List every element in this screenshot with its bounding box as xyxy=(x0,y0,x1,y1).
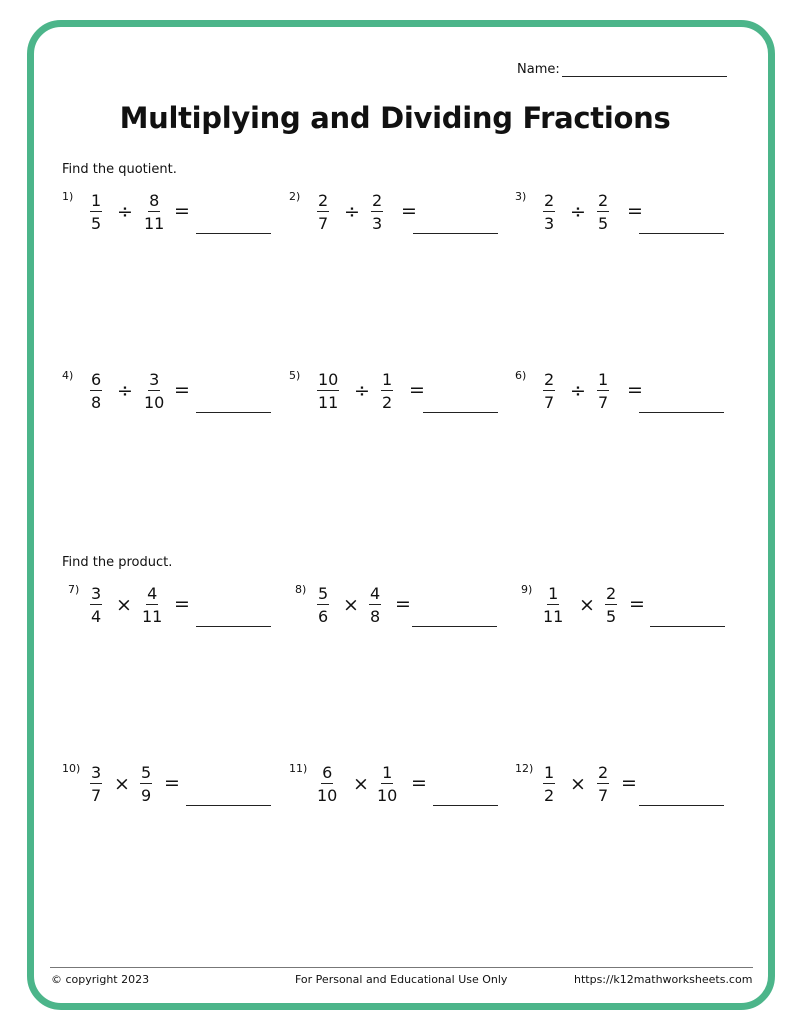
problem-number: 8) xyxy=(295,583,307,596)
problem-number: 12) xyxy=(515,762,534,775)
fraction-first-denominator: 3 xyxy=(544,214,555,233)
answer-blank[interactable] xyxy=(412,626,497,627)
fraction-first xyxy=(90,764,102,805)
footer-site: https://k12mathworksheets.com xyxy=(574,973,753,986)
problem-number: 10) xyxy=(62,762,81,775)
problem-number: 7) xyxy=(68,583,80,596)
fraction-first-denominator: 7 xyxy=(91,786,102,805)
answer-blank[interactable] xyxy=(196,626,271,627)
fraction-second-numerator: 1 xyxy=(382,763,393,782)
problem-10 xyxy=(62,762,275,812)
divide-sign: ÷ xyxy=(344,201,360,223)
fraction-second-denominator: 11 xyxy=(144,214,165,233)
problem-6 xyxy=(515,369,728,419)
fraction-first-denominator: 2 xyxy=(544,786,555,805)
fraction-second-numerator: 2 xyxy=(598,763,609,782)
problem-number: 9) xyxy=(521,583,533,596)
fraction-second xyxy=(144,371,164,412)
fraction-second-numerator: 5 xyxy=(141,763,152,782)
fraction-second xyxy=(371,192,383,233)
multiply-sign: × xyxy=(116,594,132,616)
equals-sign: = xyxy=(629,593,645,615)
fraction-first-denominator: 10 xyxy=(317,786,338,805)
fraction-first xyxy=(543,192,555,233)
problem-number: 1) xyxy=(62,190,74,203)
answer-blank[interactable] xyxy=(639,805,724,806)
fraction-first xyxy=(543,764,555,805)
divide-sign: ÷ xyxy=(117,380,133,402)
equals-sign: = xyxy=(627,200,643,222)
name-blank-line[interactable] xyxy=(562,62,727,77)
worksheet-title: Multiplying and Dividing Fractions xyxy=(119,101,671,135)
fraction-second-numerator: 4 xyxy=(147,584,158,603)
fraction-second xyxy=(597,371,609,412)
answer-blank[interactable] xyxy=(196,412,271,413)
problem-number: 6) xyxy=(515,369,527,382)
multiply-sign: × xyxy=(570,773,586,795)
problem-8 xyxy=(295,583,501,633)
problem-1 xyxy=(62,190,275,240)
fraction-first-numerator: 6 xyxy=(91,370,102,389)
answer-blank[interactable] xyxy=(423,412,498,413)
fraction-first-denominator: 4 xyxy=(91,607,102,626)
fraction-second-numerator: 4 xyxy=(370,584,381,603)
divide-sign: ÷ xyxy=(570,201,586,223)
equals-sign: = xyxy=(401,200,417,222)
fraction-first-numerator: 3 xyxy=(91,763,102,782)
fraction-first-numerator: 5 xyxy=(318,584,329,603)
fraction-second-denominator: 10 xyxy=(144,393,165,412)
equals-sign: = xyxy=(174,379,190,401)
fraction-first-numerator: 2 xyxy=(544,191,555,210)
answer-blank[interactable] xyxy=(639,412,724,413)
fraction-first xyxy=(90,585,102,626)
divide-sign: ÷ xyxy=(570,380,586,402)
multiply-sign: × xyxy=(114,773,130,795)
fraction-second-denominator: 2 xyxy=(382,393,393,412)
fraction-second xyxy=(597,192,609,233)
name-field[interactable] xyxy=(517,62,727,77)
fraction-second-numerator: 2 xyxy=(598,191,609,210)
fraction-second-numerator: 2 xyxy=(372,191,383,210)
fraction-second-numerator: 1 xyxy=(598,370,609,389)
fraction-first xyxy=(317,764,337,805)
multiply-sign: × xyxy=(343,594,359,616)
fraction-first-denominator: 7 xyxy=(318,214,329,233)
fraction-second xyxy=(597,764,609,805)
fraction-second-denominator: 5 xyxy=(606,607,617,626)
fraction-first xyxy=(543,585,563,626)
fraction-second xyxy=(369,585,381,626)
problem-4 xyxy=(62,369,275,419)
equals-sign: = xyxy=(164,772,180,794)
problem-7 xyxy=(68,583,275,633)
fraction-second-numerator: 8 xyxy=(149,191,160,210)
answer-blank[interactable] xyxy=(433,805,498,806)
fraction-second xyxy=(144,192,164,233)
equals-sign: = xyxy=(395,593,411,615)
problem-5 xyxy=(289,369,502,419)
fraction-first-numerator: 1 xyxy=(91,191,102,210)
answer-blank[interactable] xyxy=(196,233,271,234)
fraction-second xyxy=(377,764,397,805)
footer-divider xyxy=(50,967,753,968)
fraction-first xyxy=(317,371,339,412)
fraction-second-denominator: 10 xyxy=(377,786,398,805)
problem-number: 5) xyxy=(289,369,301,382)
fraction-second-denominator: 11 xyxy=(142,607,163,626)
fraction-first xyxy=(543,371,555,412)
fraction-second xyxy=(381,371,393,412)
fraction-second-denominator: 3 xyxy=(372,214,383,233)
problem-number: 11) xyxy=(289,762,308,775)
fraction-second xyxy=(605,585,617,626)
equals-sign: = xyxy=(621,772,637,794)
equals-sign: = xyxy=(174,593,190,615)
fraction-first-denominator: 11 xyxy=(318,393,339,412)
divide-sign: ÷ xyxy=(354,380,370,402)
equals-sign: = xyxy=(409,379,425,401)
footer-copyright: © copyright 2023 xyxy=(51,973,150,986)
fraction-first-numerator: 10 xyxy=(318,370,339,389)
equals-sign: = xyxy=(627,379,643,401)
fraction-second-denominator: 8 xyxy=(370,607,381,626)
fraction-first-denominator: 5 xyxy=(91,214,102,233)
fraction-second xyxy=(142,585,162,626)
fraction-first-numerator: 6 xyxy=(322,763,333,782)
fraction-second-numerator: 2 xyxy=(606,584,617,603)
divide-sign: ÷ xyxy=(117,201,133,223)
instruction-quotient: Find the quotient. xyxy=(62,162,177,177)
multiply-sign: × xyxy=(579,594,595,616)
fraction-first-numerator: 1 xyxy=(544,763,555,782)
fraction-second-denominator: 7 xyxy=(598,393,609,412)
problem-12 xyxy=(515,762,728,812)
fraction-first-denominator: 6 xyxy=(318,607,329,626)
fraction-first xyxy=(317,192,329,233)
fraction-first xyxy=(90,371,102,412)
fraction-second-denominator: 9 xyxy=(141,786,152,805)
fraction-first-denominator: 11 xyxy=(543,607,564,626)
fraction-first xyxy=(90,192,102,233)
instruction-product: Find the product. xyxy=(62,555,173,570)
answer-blank[interactable] xyxy=(639,233,724,234)
fraction-second-denominator: 7 xyxy=(598,786,609,805)
answer-blank[interactable] xyxy=(413,233,498,234)
fraction-second-denominator: 5 xyxy=(598,214,609,233)
problem-2 xyxy=(289,190,502,240)
equals-sign: = xyxy=(411,772,427,794)
answer-blank[interactable] xyxy=(650,626,725,627)
fraction-first-numerator: 3 xyxy=(91,584,102,603)
fraction-first-numerator: 2 xyxy=(544,370,555,389)
problem-3 xyxy=(515,190,728,240)
fraction-first-numerator: 1 xyxy=(548,584,559,603)
multiply-sign: × xyxy=(353,773,369,795)
fraction-second xyxy=(140,764,152,805)
footer-usage: For Personal and Educational Use Only xyxy=(295,973,508,986)
fraction-first-denominator: 7 xyxy=(544,393,555,412)
fraction-second-numerator: 3 xyxy=(149,370,160,389)
problem-11 xyxy=(289,762,502,812)
fraction-first-denominator: 8 xyxy=(91,393,102,412)
equals-sign: = xyxy=(174,200,190,222)
fraction-first-numerator: 2 xyxy=(318,191,329,210)
problem-number: 2) xyxy=(289,190,301,203)
answer-blank[interactable] xyxy=(186,805,271,806)
name-label: Name: xyxy=(517,62,560,77)
fraction-first xyxy=(317,585,329,626)
fraction-second-numerator: 1 xyxy=(382,370,393,389)
problem-number: 3) xyxy=(515,190,527,203)
problem-number: 4) xyxy=(62,369,74,382)
problem-9 xyxy=(521,583,729,633)
